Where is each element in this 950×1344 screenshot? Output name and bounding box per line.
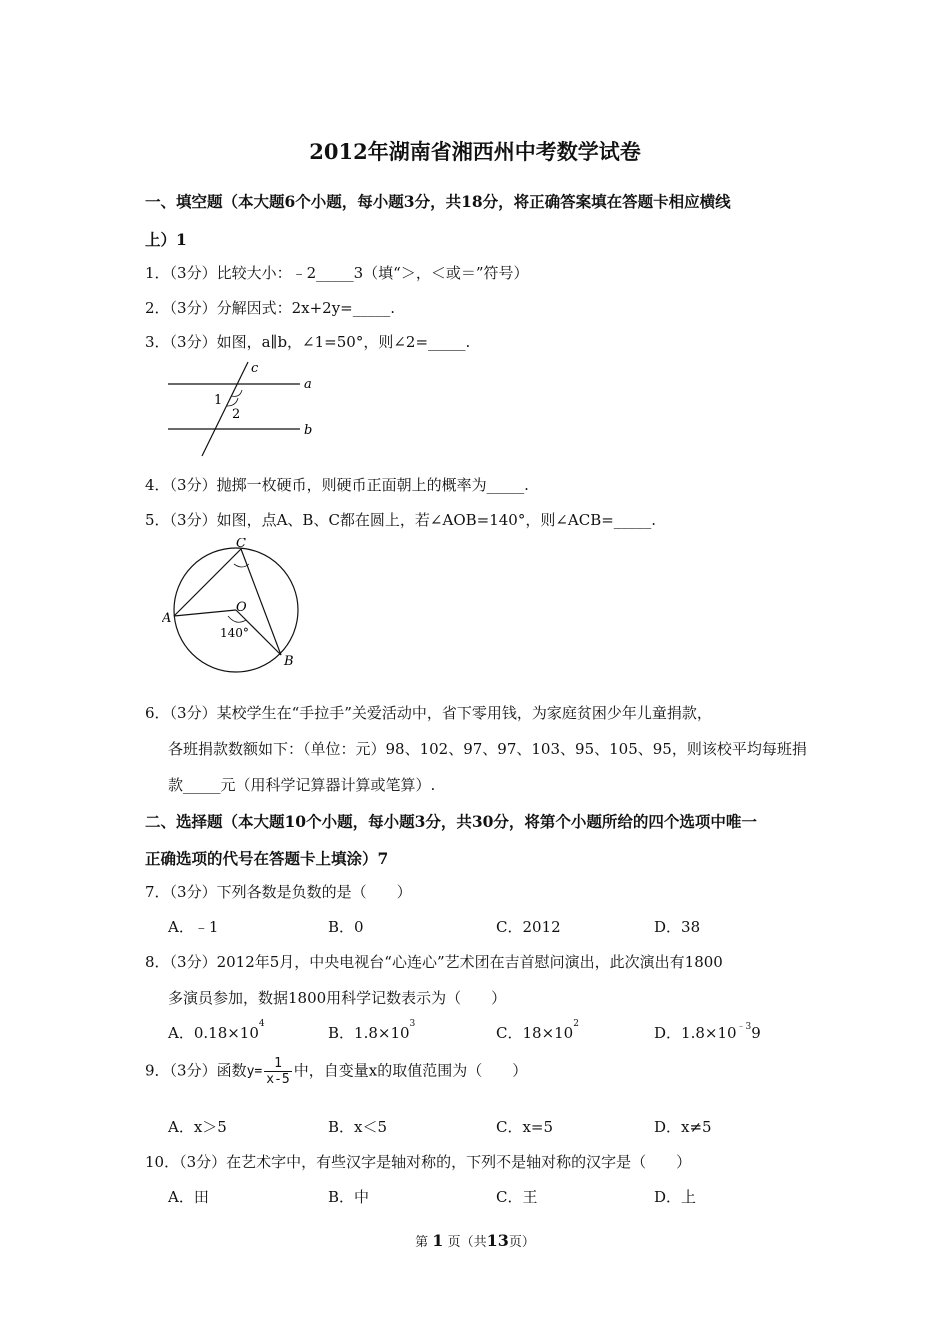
q10-option-d: D．上 [654,1188,697,1206]
section2-heading-line1: 二、选择题（本大题10个小题，每小题3分，共30分，将第个小题所给的四个选项中唯一 [145,812,757,831]
figure-circle [162,538,312,678]
label-1: 1 [214,393,223,408]
question-6-line1: 6．（3分）某校学生在“手拉手”关爱活动中，省下零用钱，为家庭贫困少年儿童捐款， [145,704,712,722]
question-7: 7．（3分）下列各数是负数的是（ ） [145,883,412,901]
q7-option-c: C．2012 [496,918,561,936]
section1-heading-line2: 上）1 [145,230,187,249]
figure-parallel-lines [160,356,330,466]
q9-option-d: D．x≠5 [654,1118,712,1136]
section2-heading-line2: 正确选项的代号在答题卡上填涂）7 [145,849,389,868]
q8-option-b: B．$1.8\times 10^3$ [328,1019,416,1042]
q9-option-c: C．x=5 [496,1118,554,1136]
label-b: b [304,423,313,438]
question-10: 10．（3分）在艺术字中，有些汉字是轴对称的，下列不是轴对称的汉字是（ ） [145,1153,692,1171]
line-c [202,362,248,456]
q8-option-c: C．$18\times 10^2$ [496,1019,579,1042]
question-5: 5．（3分）如图，点A、B、C都在圆上，若∠AOB=140°，则∠ACB=_____. [145,511,657,529]
q9-option-b: B．x＜5 [328,1118,388,1136]
q7-option-d: D．38 [654,918,701,936]
label-B: B [284,654,294,669]
question-6-line3: 款_____元（用科学记算器计算或笔算）. [168,776,436,794]
question-1: 1．（3分）比较大小：﹣2_____3（填“＞，＜或＝”符号） [145,264,529,282]
q10-option-b: B．中 [328,1188,370,1206]
page-footer: 第 1 页（共13页） [415,1231,535,1250]
section1-heading-line1: 一、填空题（本大题6个小题，每小题3分，共18分，将正确答案填在答题卡相应横线 [145,192,731,211]
q10-option-a: A．田 [168,1188,209,1206]
question-3: 3．（3分）如图，a∥b，∠1=50°，则∠2=_____. [145,333,471,351]
label-140-degrees: 140° [220,626,249,640]
label-c: c [251,361,259,376]
question-6-line2: 各班捐款数额如下：（单位：元）98、102、97、97、103、95、105、95，则该校平均每班捐 [168,740,807,758]
q9-option-a: A．x＞5 [168,1118,227,1136]
label-a: a [304,377,312,392]
q7-option-b: B．0 [328,918,364,936]
question-9: 9．（3分）函数y= $\frac{1}{x-5}$ 中，自变量x的取值范围为（ ） [145,1056,528,1087]
label-O: O [236,600,247,615]
label-C: C [236,538,246,551]
question-4: 4．（3分）抛掷一枚硬币，则硬币正面朝上的概率为_____. [145,476,529,494]
label-A: A [162,611,172,626]
q8-option-a: A．$0.18\times 10^4$ [168,1019,265,1042]
question-2: 2．（3分）分解因式：2x+2y=_____. [145,299,396,317]
fraction: $\frac{1}{x-5}$ [266,1056,290,1087]
chord-AC [174,549,241,616]
label-2: 2 [232,407,241,422]
radius-OA [174,610,236,616]
q7-option-a: A．﹣1 [168,918,219,936]
question-8-line2: 多演员参加，数据1800用科学记数表示为（ ） [168,989,507,1007]
page-title: 2012年湖南省湘西州中考数学试卷 [309,139,641,164]
q8-option-d: D．$1.8\times 10^{﹣3}9$ [654,1022,761,1042]
q10-option-c: C．王 [496,1188,538,1206]
function-y: y= [246,1064,263,1079]
question-8-line1: 8．（3分）2012年5月，中央电视台“心连心”艺术团在吉首慰问演出，此次演出有1800 [145,953,723,971]
